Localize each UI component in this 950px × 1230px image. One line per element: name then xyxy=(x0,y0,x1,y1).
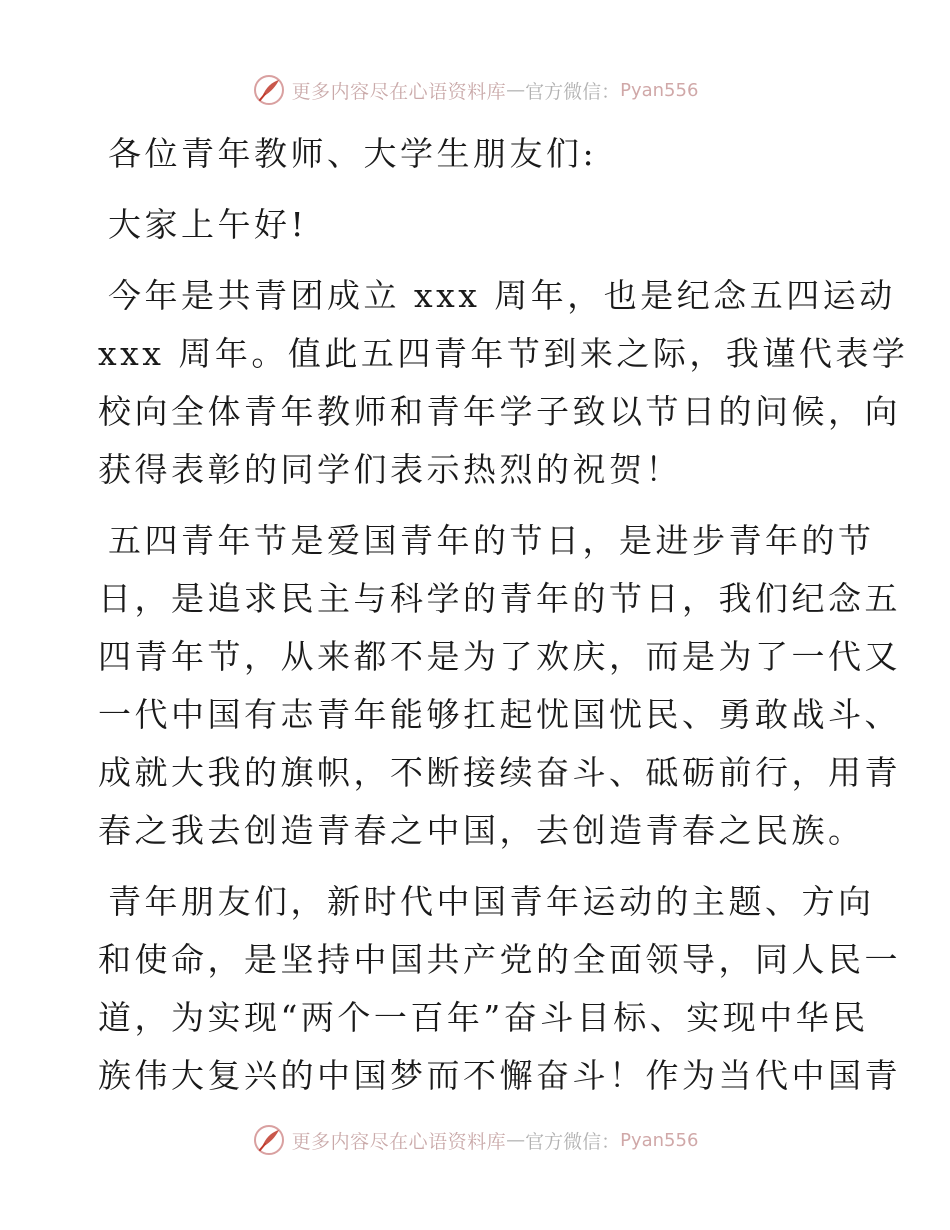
paragraph-line: 四青年节，从来都不是为了欢庆，而是为了一代又 xyxy=(98,637,901,676)
watermark-separator: — xyxy=(506,1129,526,1151)
watermark-wechat-id: Pyan556 xyxy=(620,79,699,101)
paragraph-line: 五四青年节是爱国青年的节日，是进步青年的节 xyxy=(108,521,875,560)
watermark-wechat-id: Pyan556 xyxy=(620,1129,699,1151)
paragraph-line: 一代中国有志青年能够扛起忧国忧民、勇敢战斗、 xyxy=(98,695,901,734)
watermark-text: 更多内容尽在心语资料库 xyxy=(291,80,507,103)
greeting-line: 大家上午好! xyxy=(108,205,308,244)
paragraph-2 xyxy=(98,512,901,860)
watermark-footer xyxy=(0,1120,950,1160)
watermark-wechat-label: 官方微信： xyxy=(525,80,621,103)
paragraph-line: 获得表彰的同学们表示热烈的祝贺！ xyxy=(98,450,682,489)
paragraph-line: xxx 周年。值此五四青年节到来之际，我谨代表学 xyxy=(98,334,909,373)
paragraph-line: 日，是追求民主与科学的青年的节日，我们纪念五 xyxy=(98,579,901,618)
salutation-line: 各位青年教师、大学生朋友们: xyxy=(108,134,598,173)
paragraph-line: 道，为实现“两个一百年”奋斗目标、实现中华民 xyxy=(98,998,869,1037)
paragraph-line: 成就大我的旗帜，不断接续奋斗、砥砺前行，用青 xyxy=(98,753,901,792)
watermark-separator: — xyxy=(506,79,526,101)
paragraph-line: 春之我去创造青春之中国，去创造青春之民族。 xyxy=(98,811,865,850)
watermark-wechat-label: 官方微信： xyxy=(525,1130,621,1153)
paragraph-line: 青年朋友们，新时代中国青年运动的主题、方向 xyxy=(108,882,875,921)
paragraph-1 xyxy=(98,267,909,499)
quill-logo-icon xyxy=(252,73,286,107)
paragraph-line: 今年是共青团成立 xxx 周年，也是纪念五四运动 xyxy=(108,276,896,315)
paragraph-line: 族伟大复兴的中国梦而不懈奋斗！作为当代中国青 xyxy=(98,1056,901,1095)
paragraph-line: 校向全体青年教师和青年学子致以节日的问候，向 xyxy=(98,392,901,431)
quill-logo-icon xyxy=(252,1123,286,1157)
watermark-header xyxy=(0,70,950,110)
watermark-text: 更多内容尽在心语资料库 xyxy=(291,1130,507,1153)
salutation xyxy=(98,125,858,183)
paragraph-line: 和使命，是坚持中国共产党的全面领导，同人民一 xyxy=(98,940,901,979)
paragraph-3 xyxy=(98,873,901,1105)
document-body xyxy=(98,125,909,1118)
greeting xyxy=(98,196,858,254)
